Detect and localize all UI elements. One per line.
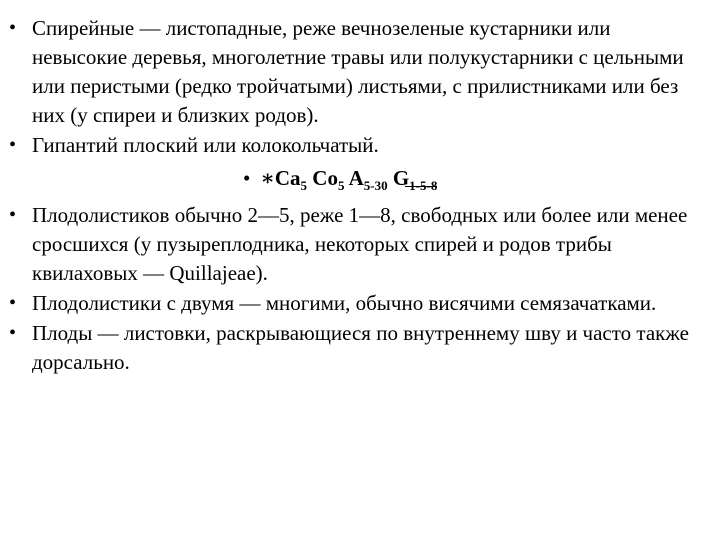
list-item-text: Спирейные — листопадные, реже вечнозеленые кустарники или невысокие деревья, многолетние травы или полукустарники с цельными или перистыми (редко тройчатыми) листьями, с прилистниками или без них (у спиреи и близких родов). [32,16,684,127]
list-item-text: Гипантий плоский или колокольчатый. [32,133,379,157]
bullet-glyph: • [9,204,17,226]
bullet-glyph: • [9,17,17,39]
formula-calyx: Ca [274,166,301,190]
formula-calyx-count: 5 [300,178,308,193]
bullet-glyph: • [9,134,17,156]
list-item [0,14,720,130]
bullet-glyph: • [9,322,17,344]
superior-ovary-line [405,186,438,187]
list-item-text: Плоды — листовки, раскрывающиеся по внутреннему шву и часто также дорсально. [32,321,689,374]
bullet-glyph: • [243,166,251,190]
formula-gynoecium: G [392,166,410,190]
list-item [0,201,720,288]
list-item-text: Плодолистиков обычно 2—5, реже 1—8, свободных или более или менее сросшихся (у пузыреплодника, некоторых спирей и родов трибы квилаховых — Quillajeae). [32,203,688,285]
list-item-text: Плодолистики с двумя — многими, обычно висячими семязачатками. [32,291,657,315]
formula-androecium-count: 5-30 [363,178,388,193]
formula-gynoecium-group [393,164,438,193]
flower-formula [0,164,720,193]
list-item [0,319,720,377]
formula-gynoecium-count: 1-5-8 [409,178,438,193]
list-item [0,131,720,160]
formula-corolla-count: 5 [337,178,345,193]
formula-line [243,164,437,193]
list-item [0,289,720,318]
formula-corolla: Co [312,166,338,190]
bullet-list [0,14,720,378]
formula-androecium: A [348,166,364,190]
bullet-glyph: • [9,292,17,314]
actinomorphic-symbol: ∗ [260,166,275,190]
